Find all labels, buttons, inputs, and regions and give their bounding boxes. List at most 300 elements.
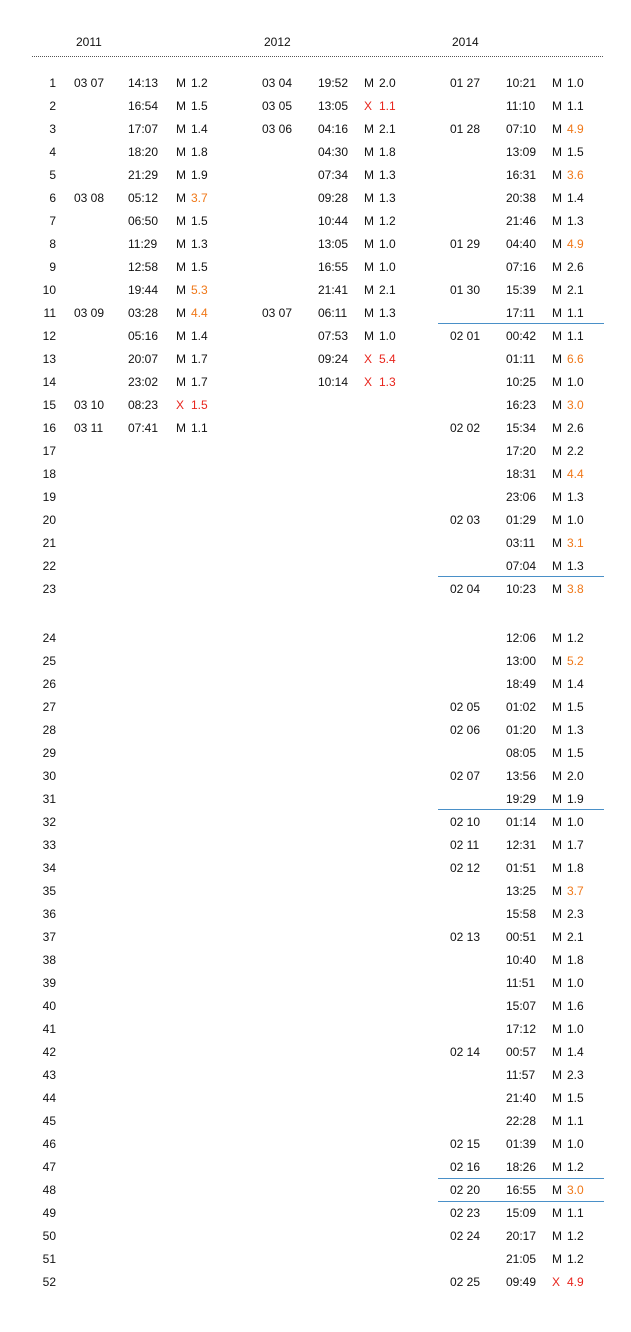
class-2014-16: M	[552, 421, 562, 435]
time-2014-32: 01:14	[506, 815, 537, 829]
class-2014-12: M	[552, 329, 562, 343]
magnitude-2014-19: 1.3	[567, 490, 584, 504]
magnitude-2014-31: 1.9	[567, 792, 584, 806]
magnitude-2011-2: 1.5	[191, 99, 208, 113]
magnitude-2012-7: 1.2	[379, 214, 396, 228]
row-number-27: 27	[42, 700, 56, 714]
time-2011-16: 07:41	[128, 421, 159, 435]
row-number-29: 29	[42, 746, 56, 760]
magnitude-2014-51: 1.2	[567, 1252, 584, 1266]
row-number-30: 30	[42, 769, 56, 783]
time-2011-2: 16:54	[128, 99, 159, 113]
magnitude-2014-43: 2.3	[567, 1068, 584, 1082]
date-2012-11: 03 07	[262, 306, 293, 320]
class-2014-2: M	[552, 99, 562, 113]
class-2014-45: M	[552, 1114, 562, 1128]
separator-before-0201	[438, 323, 604, 324]
row-number-40: 40	[42, 999, 56, 1013]
magnitude-2014-40: 1.6	[567, 999, 584, 1013]
time-2014-42: 00:57	[506, 1045, 537, 1059]
class-2014-15: M	[552, 398, 562, 412]
row-number-22: 22	[42, 559, 56, 573]
class-2014-49: M	[552, 1206, 562, 1220]
class-2014-47: M	[552, 1160, 562, 1174]
class-2012-11: M	[364, 306, 374, 320]
time-2014-1: 10:21	[506, 76, 537, 90]
row-number-23: 23	[42, 582, 56, 596]
row-number-18: 18	[42, 467, 56, 481]
date-2014-27: 02 05	[450, 700, 481, 714]
time-2014-50: 20:17	[506, 1229, 537, 1243]
row-number-42: 42	[42, 1045, 56, 1059]
date-2011-6: 03 08	[74, 191, 105, 205]
class-2012-4: M	[364, 145, 374, 159]
magnitude-2014-16: 2.6	[567, 421, 584, 435]
date-2014-50: 02 24	[450, 1229, 481, 1243]
time-2014-48: 16:55	[506, 1183, 537, 1197]
row-number-38: 38	[42, 953, 56, 967]
magnitude-2014-14: 1.0	[567, 375, 584, 389]
class-2011-16: M	[176, 421, 186, 435]
row-number-20: 20	[42, 513, 56, 527]
row-number-36: 36	[42, 907, 56, 921]
header-2014: 2014	[452, 35, 479, 49]
time-2014-14: 10:25	[506, 375, 537, 389]
row-number-50: 50	[42, 1229, 56, 1243]
time-2011-3: 17:07	[128, 122, 159, 136]
magnitude-2012-14: 1.3	[379, 375, 396, 389]
magnitude-2012-3: 2.1	[379, 122, 396, 136]
row-number-34: 34	[42, 861, 56, 875]
time-2012-4: 04:30	[318, 145, 349, 159]
class-2012-9: M	[364, 260, 374, 274]
time-2014-34: 01:51	[506, 861, 537, 875]
class-2011-14: M	[176, 375, 186, 389]
class-2014-46: M	[552, 1137, 562, 1151]
magnitude-2012-4: 1.8	[379, 145, 396, 159]
time-2014-5: 16:31	[506, 168, 537, 182]
row-number-25: 25	[42, 654, 56, 668]
class-2014-38: M	[552, 953, 562, 967]
class-2011-10: M	[176, 283, 186, 297]
magnitude-2014-44: 1.5	[567, 1091, 584, 1105]
date-2014-23: 02 04	[450, 582, 481, 596]
magnitude-2014-39: 1.0	[567, 976, 584, 990]
row-number-28: 28	[42, 723, 56, 737]
time-2011-5: 21:29	[128, 168, 159, 182]
row-number-7: 7	[49, 214, 56, 228]
time-2014-21: 03:11	[506, 536, 536, 550]
class-2014-3: M	[552, 122, 562, 136]
magnitude-2014-45: 1.1	[567, 1114, 584, 1128]
class-2014-25: M	[552, 654, 562, 668]
time-2014-35: 13:25	[506, 884, 537, 898]
magnitude-2012-10: 2.1	[379, 283, 396, 297]
time-2012-1: 19:52	[318, 76, 349, 90]
class-2011-6: M	[176, 191, 186, 205]
row-number-41: 41	[42, 1022, 56, 1036]
time-2011-7: 06:50	[128, 214, 159, 228]
magnitude-2014-29: 1.5	[567, 746, 584, 760]
class-2014-22: M	[552, 559, 562, 573]
class-2014-1: M	[552, 76, 562, 90]
class-2014-39: M	[552, 976, 562, 990]
row-number-46: 46	[42, 1137, 56, 1151]
time-2014-15: 16:23	[506, 398, 537, 412]
magnitude-2011-3: 1.4	[191, 122, 208, 136]
time-2014-37: 00:51	[506, 930, 537, 944]
date-2014-1: 01 27	[450, 76, 481, 90]
date-2014-48: 02 20	[450, 1183, 481, 1197]
class-2011-5: M	[176, 168, 186, 182]
time-2014-27: 01:02	[506, 700, 537, 714]
class-2014-41: M	[552, 1022, 562, 1036]
row-number-8: 8	[49, 237, 56, 251]
time-2011-8: 11:29	[128, 237, 158, 251]
date-2014-30: 02 07	[450, 769, 481, 783]
magnitude-2014-13: 6.6	[567, 352, 584, 366]
magnitude-2014-20: 1.0	[567, 513, 584, 527]
magnitude-2012-5: 1.3	[379, 168, 396, 182]
time-2014-16: 15:34	[506, 421, 537, 435]
class-2014-35: M	[552, 884, 562, 898]
class-2014-5: M	[552, 168, 562, 182]
time-2014-11: 17:11	[506, 306, 536, 320]
magnitude-2014-22: 1.3	[567, 559, 584, 573]
date-2011-11: 03 09	[74, 306, 105, 320]
magnitude-2014-30: 2.0	[567, 769, 584, 783]
magnitude-2014-38: 1.8	[567, 953, 584, 967]
class-2014-42: M	[552, 1045, 562, 1059]
class-2014-8: M	[552, 237, 562, 251]
time-2014-6: 20:38	[506, 191, 537, 205]
class-2012-6: M	[364, 191, 374, 205]
row-number-10: 10	[42, 283, 56, 297]
magnitude-2012-12: 1.0	[379, 329, 396, 343]
date-2011-16: 03 11	[74, 421, 104, 435]
time-2014-31: 19:29	[506, 792, 537, 806]
time-2014-10: 15:39	[506, 283, 537, 297]
magnitude-2014-12: 1.1	[567, 329, 584, 343]
class-2014-34: M	[552, 861, 562, 875]
magnitude-2014-37: 2.1	[567, 930, 584, 944]
magnitude-2014-21: 3.1	[567, 536, 584, 550]
date-2012-1: 03 04	[262, 76, 293, 90]
magnitude-2011-13: 1.7	[191, 352, 208, 366]
class-2011-9: M	[176, 260, 186, 274]
class-2014-19: M	[552, 490, 562, 504]
row-number-5: 5	[49, 168, 56, 182]
magnitude-2012-13: 5.4	[379, 352, 396, 366]
class-2012-1: M	[364, 76, 374, 90]
class-2014-11: M	[552, 306, 562, 320]
magnitude-2011-6: 3.7	[191, 191, 208, 205]
date-2014-16: 02 02	[450, 421, 481, 435]
magnitude-2014-23: 3.8	[567, 582, 584, 596]
date-2014-42: 02 14	[450, 1045, 481, 1059]
class-2014-18: M	[552, 467, 562, 481]
time-2014-23: 10:23	[506, 582, 537, 596]
time-2014-40: 15:07	[506, 999, 537, 1013]
time-2011-4: 18:20	[128, 145, 159, 159]
magnitude-2014-17: 2.2	[567, 444, 584, 458]
magnitude-2014-15: 3.0	[567, 398, 584, 412]
class-2014-27: M	[552, 700, 562, 714]
time-2012-7: 10:44	[318, 214, 349, 228]
magnitude-2014-5: 3.6	[567, 168, 584, 182]
magnitude-2014-42: 1.4	[567, 1045, 584, 1059]
row-number-12: 12	[42, 329, 56, 343]
class-2014-20: M	[552, 513, 562, 527]
header-divider	[32, 56, 603, 57]
magnitude-2014-3: 4.9	[567, 122, 584, 136]
time-2011-15: 08:23	[128, 398, 159, 412]
date-2014-52: 02 25	[450, 1275, 481, 1289]
class-2011-3: M	[176, 122, 186, 136]
time-2012-14: 10:14	[318, 375, 349, 389]
class-2014-31: M	[552, 792, 562, 806]
row-number-48: 48	[42, 1183, 56, 1197]
date-2014-3: 01 28	[450, 122, 481, 136]
row-number-44: 44	[42, 1091, 56, 1105]
class-2014-6: M	[552, 191, 562, 205]
time-2014-44: 21:40	[506, 1091, 537, 1105]
row-number-47: 47	[42, 1160, 56, 1174]
time-2014-20: 01:29	[506, 513, 537, 527]
row-number-17: 17	[42, 444, 56, 458]
magnitude-2014-26: 1.4	[567, 677, 584, 691]
time-2014-28: 01:20	[506, 723, 537, 737]
class-2011-1: M	[176, 76, 186, 90]
class-2014-26: M	[552, 677, 562, 691]
class-2012-5: M	[364, 168, 374, 182]
row-number-45: 45	[42, 1114, 56, 1128]
class-2011-4: M	[176, 145, 186, 159]
date-2012-2: 03 05	[262, 99, 293, 113]
magnitude-2011-11: 4.4	[191, 306, 208, 320]
date-2011-1: 03 07	[74, 76, 105, 90]
date-2014-33: 02 11	[450, 838, 480, 852]
time-2011-13: 20:07	[128, 352, 159, 366]
row-number-16: 16	[42, 421, 56, 435]
class-2014-32: M	[552, 815, 562, 829]
time-2012-2: 13:05	[318, 99, 349, 113]
class-2014-21: M	[552, 536, 562, 550]
header-2011: 2011	[76, 35, 102, 49]
time-2014-12: 00:42	[506, 329, 537, 343]
magnitude-2014-8: 4.9	[567, 237, 584, 251]
class-2014-28: M	[552, 723, 562, 737]
row-number-43: 43	[42, 1068, 56, 1082]
row-number-35: 35	[42, 884, 56, 898]
date-2014-49: 02 23	[450, 1206, 481, 1220]
row-number-13: 13	[42, 352, 56, 366]
time-2014-24: 12:06	[506, 631, 537, 645]
class-2014-33: M	[552, 838, 562, 852]
time-2012-8: 13:05	[318, 237, 349, 251]
time-2014-41: 17:12	[506, 1022, 537, 1036]
class-2014-13: M	[552, 352, 562, 366]
time-2014-36: 15:58	[506, 907, 537, 921]
time-2011-10: 19:44	[128, 283, 159, 297]
date-2014-34: 02 12	[450, 861, 481, 875]
magnitude-2014-46: 1.0	[567, 1137, 584, 1151]
date-2014-32: 02 10	[450, 815, 481, 829]
row-number-21: 21	[42, 536, 56, 550]
time-2012-5: 07:34	[318, 168, 349, 182]
class-2014-9: M	[552, 260, 562, 274]
time-2014-3: 07:10	[506, 122, 537, 136]
row-number-19: 19	[42, 490, 56, 504]
date-2014-37: 02 13	[450, 930, 481, 944]
time-2014-49: 15:09	[506, 1206, 537, 1220]
time-2014-7: 21:46	[506, 214, 537, 228]
magnitude-2014-9: 2.6	[567, 260, 584, 274]
time-2014-51: 21:05	[506, 1252, 537, 1266]
magnitude-2014-33: 1.7	[567, 838, 584, 852]
header-2012: 2012	[264, 35, 291, 49]
row-number-2: 2	[49, 99, 56, 113]
magnitude-2012-6: 1.3	[379, 191, 396, 205]
time-2014-9: 07:16	[506, 260, 537, 274]
class-2011-12: M	[176, 329, 186, 343]
class-2012-2: X	[364, 99, 373, 113]
row-number-3: 3	[49, 122, 56, 136]
time-2014-46: 01:39	[506, 1137, 537, 1151]
row-number-49: 49	[42, 1206, 56, 1220]
magnitude-2014-35: 3.7	[567, 884, 584, 898]
class-2014-17: M	[552, 444, 562, 458]
time-2012-9: 16:55	[318, 260, 349, 274]
magnitude-2012-9: 1.0	[379, 260, 396, 274]
class-2012-3: M	[364, 122, 374, 136]
magnitude-2011-1: 1.2	[191, 76, 208, 90]
magnitude-2014-25: 5.2	[567, 654, 584, 668]
time-2014-43: 11:57	[506, 1068, 536, 1082]
date-2014-28: 02 06	[450, 723, 481, 737]
magnitude-2011-14: 1.7	[191, 375, 208, 389]
row-number-11: 11	[43, 306, 56, 320]
class-2012-14: X	[364, 375, 373, 389]
time-2014-17: 17:20	[506, 444, 537, 458]
class-2014-36: M	[552, 907, 562, 921]
magnitude-2014-18: 4.4	[567, 467, 584, 481]
date-2014-47: 02 16	[450, 1160, 481, 1174]
magnitude-2014-7: 1.3	[567, 214, 584, 228]
row-number-4: 4	[49, 145, 56, 159]
class-2014-14: M	[552, 375, 562, 389]
time-2014-39: 11:51	[506, 976, 536, 990]
class-2014-48: M	[552, 1183, 562, 1197]
magnitude-2014-49: 1.1	[567, 1206, 584, 1220]
magnitude-2014-47: 1.2	[567, 1160, 584, 1174]
time-2012-3: 04:16	[318, 122, 349, 136]
class-2012-13: X	[364, 352, 373, 366]
row-number-15: 15	[42, 398, 56, 412]
magnitude-2014-34: 1.8	[567, 861, 584, 875]
time-2014-38: 10:40	[506, 953, 537, 967]
row-number-33: 33	[42, 838, 56, 852]
class-2014-37: M	[552, 930, 562, 944]
time-2014-22: 07:04	[506, 559, 537, 573]
magnitude-2012-1: 2.0	[379, 76, 396, 90]
row-number-52: 52	[42, 1275, 56, 1289]
magnitude-2014-27: 1.5	[567, 700, 584, 714]
row-number-31: 31	[42, 792, 56, 806]
time-2014-4: 13:09	[506, 145, 537, 159]
time-2011-1: 14:13	[128, 76, 159, 90]
class-2014-23: M	[552, 582, 562, 596]
magnitude-2014-11: 1.1	[567, 306, 584, 320]
class-2011-7: M	[176, 214, 186, 228]
class-2014-29: M	[552, 746, 562, 760]
row-number-26: 26	[42, 677, 56, 691]
time-2014-19: 23:06	[506, 490, 537, 504]
magnitude-2012-2: 1.1	[379, 99, 396, 113]
magnitude-2014-4: 1.5	[567, 145, 584, 159]
magnitude-2011-12: 1.4	[191, 329, 208, 343]
magnitude-2011-15: 1.5	[191, 398, 208, 412]
class-2012-10: M	[364, 283, 374, 297]
class-2014-30: M	[552, 769, 562, 783]
time-2014-25: 13:00	[506, 654, 537, 668]
time-2012-6: 09:28	[318, 191, 349, 205]
magnitude-2014-41: 1.0	[567, 1022, 584, 1036]
row-number-6: 6	[49, 191, 56, 205]
date-2014-8: 01 29	[450, 237, 481, 251]
time-2014-47: 18:26	[506, 1160, 537, 1174]
class-2011-2: M	[176, 99, 186, 113]
row-number-9: 9	[49, 260, 56, 274]
magnitude-2011-16: 1.1	[191, 421, 208, 435]
time-2011-12: 05:16	[128, 329, 159, 343]
class-2014-44: M	[552, 1091, 562, 1105]
class-2012-12: M	[364, 329, 374, 343]
class-2014-50: M	[552, 1229, 562, 1243]
time-2014-13: 01:11	[506, 352, 536, 366]
row-number-32: 32	[42, 815, 56, 829]
magnitude-2014-50: 1.2	[567, 1229, 584, 1243]
time-2014-52: 09:49	[506, 1275, 537, 1289]
class-2011-11: M	[176, 306, 186, 320]
time-2014-45: 22:28	[506, 1114, 537, 1128]
time-2011-9: 12:58	[128, 260, 159, 274]
class-2014-43: M	[552, 1068, 562, 1082]
class-2012-7: M	[364, 214, 374, 228]
separator-after-0220	[438, 1201, 604, 1202]
magnitude-2014-52: 4.9	[567, 1275, 584, 1289]
magnitude-2014-24: 1.2	[567, 631, 584, 645]
date-2014-12: 02 01	[450, 329, 481, 343]
magnitude-2014-1: 1.0	[567, 76, 584, 90]
magnitude-2014-6: 1.4	[567, 191, 584, 205]
class-2011-13: M	[176, 352, 186, 366]
time-2012-11: 06:11	[318, 306, 348, 320]
separator-before-0204	[438, 576, 604, 577]
separator-before-0220	[438, 1178, 604, 1179]
magnitude-2014-36: 2.3	[567, 907, 584, 921]
time-2011-6: 05:12	[128, 191, 159, 205]
time-2012-10: 21:41	[318, 283, 349, 297]
magnitude-2011-9: 1.5	[191, 260, 208, 274]
date-2014-10: 01 30	[450, 283, 481, 297]
magnitude-2011-10: 5.3	[191, 283, 208, 297]
time-2014-26: 18:49	[506, 677, 537, 691]
magnitude-2011-8: 1.3	[191, 237, 208, 251]
magnitude-2011-4: 1.8	[191, 145, 208, 159]
time-2011-14: 23:02	[128, 375, 159, 389]
row-number-1: 1	[49, 76, 56, 90]
